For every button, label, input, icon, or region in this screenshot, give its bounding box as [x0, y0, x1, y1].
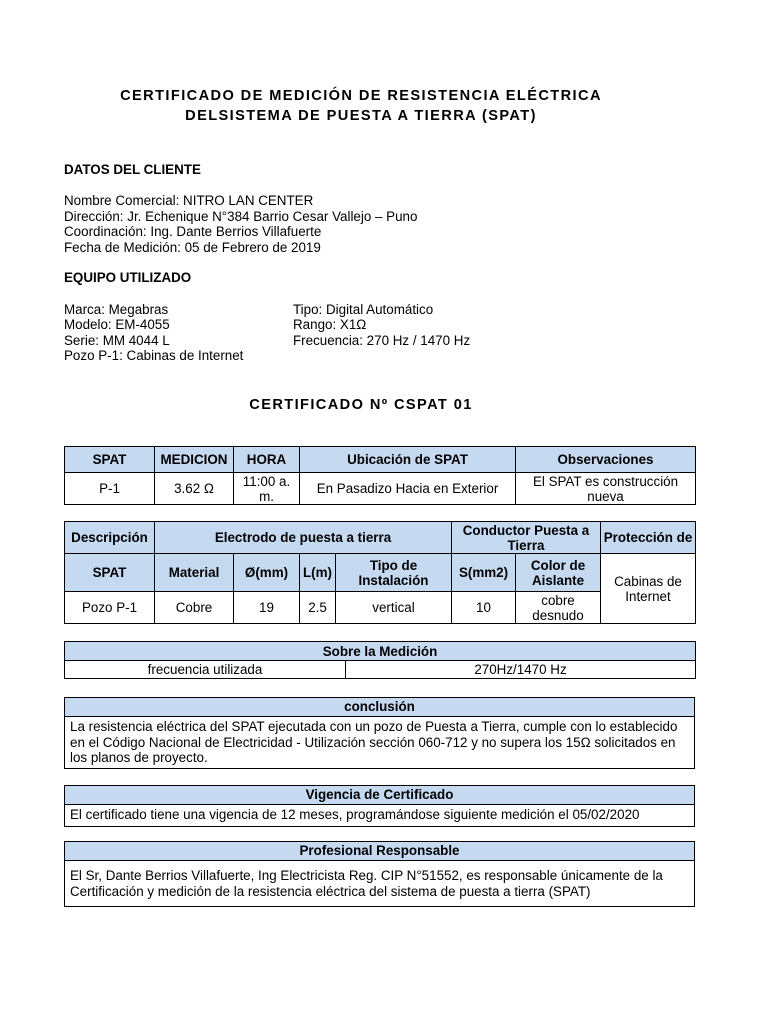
- th-material: Material: [155, 554, 234, 592]
- document-title-line-1: CERTIFICADO DE MEDICIÓN DE RESISTENCIA ELÉCTRICA: [120, 88, 602, 104]
- electrodo-table: [64, 521, 696, 624]
- profesional-heading: Profesional Responsable: [65, 842, 694, 861]
- cell-ubicacion: En Pasadizo Hacia en Exterior: [300, 473, 516, 505]
- vigencia-heading: Vigencia de Certificado: [65, 786, 694, 805]
- conclusion-section: [64, 697, 695, 769]
- sobre-heading: Sobre la Medición: [65, 642, 696, 661]
- equipo-pozo: Pozo P-1: Cabinas de Internet: [64, 348, 244, 363]
- th-medicion: MEDICION: [155, 447, 234, 473]
- cell-spat: P-1: [65, 473, 155, 505]
- cell-proteccion: Cabinas de Internet: [601, 554, 696, 624]
- vigencia-section: [64, 785, 695, 827]
- th-hora: HORA: [234, 447, 300, 473]
- th-seccion: S(mm2): [452, 554, 516, 592]
- th-observaciones: Observaciones: [516, 447, 696, 473]
- th-electrodo: Electrodo de puesta a tierra: [155, 522, 452, 554]
- cliente-coordinacion: Coordinación: Ing. Dante Berrios Villafuerte: [64, 224, 322, 239]
- equipo-modelo: Modelo: EM-4055: [64, 317, 170, 332]
- equipo-marca: Marca: Megabras: [64, 302, 169, 317]
- equipo-serie: Serie: MM 4044 L: [64, 333, 170, 348]
- document-title-line-2: DELSISTEMA DE PUESTA A TIERRA (SPAT): [185, 108, 537, 124]
- cliente-heading: DATOS DEL CLIENTE: [64, 162, 201, 177]
- cell-longitud: 2.5: [300, 592, 336, 624]
- profesional-section: [64, 841, 695, 907]
- certificado-numero: CERTIFICADO Nº CSPAT 01: [249, 397, 473, 413]
- sobre-label: frecuencia utilizada: [65, 661, 346, 679]
- cell-hora: 11:00 a. m.: [234, 473, 300, 505]
- cliente-direccion: Dirección: Jr. Echenique N°384 Barrio Cesar Vallejo – Puno: [64, 209, 418, 224]
- equipo-frecuencia: Frecuencia: 270 Hz / 1470 Hz: [293, 333, 471, 348]
- equipo-heading: EQUIPO UTILIZADO: [64, 270, 192, 285]
- th-tipo-instalacion: Tipo de Instalación: [336, 554, 452, 592]
- th-conductor: Conductor Puesta a Tierra: [452, 522, 601, 554]
- cell-tipo-instalacion: vertical: [336, 592, 452, 624]
- spat-measurement-table: [64, 446, 696, 505]
- th-spat: SPAT: [65, 447, 155, 473]
- equipo-tipo: Tipo: Digital Automático: [293, 302, 434, 317]
- th-ubicacion: Ubicación de SPAT: [300, 447, 516, 473]
- cell-medicion: 3.62 Ω: [155, 473, 234, 505]
- profesional-text: El Sr, Dante Berrios Villafuerte, Ing Electricista Reg. CIP N°51552, es responsable únicamente de la Certificación y medición de la resistencia eléctrica del sistema de puesta a tierra (SPAT): [70, 868, 663, 899]
- sobre-medicion-table: [64, 641, 696, 679]
- conclusion-text: La resistencia eléctrica del SPAT ejecutada con un pozo de Puesta a Tierra, cumple con lo establecido en el Código Nacional de Electricidad - Utilización sección 060-712 y no supera los 15Ω solicitados en los planos de proyecto.: [70, 719, 678, 765]
- vigencia-text: El certificado tiene una vigencia de 12 meses, programándose siguiente medición el 05/02/2020: [70, 807, 640, 822]
- cliente-fecha: Fecha de Medición: 05 de Febrero de 2019: [64, 240, 321, 255]
- equipo-rango: Rango: X1Ω: [293, 317, 367, 332]
- th-color-aislante: Color de Aislante: [516, 554, 601, 592]
- th-spat-2: SPAT: [65, 554, 155, 592]
- th-diametro: Ø(mm): [234, 554, 300, 592]
- th-descripcion: Descripción: [65, 522, 155, 554]
- cell-pozo: Pozo P-1: [65, 592, 155, 624]
- cell-color-aislante: cobre desnudo: [516, 592, 601, 624]
- cell-diametro: 19: [234, 592, 300, 624]
- conclusion-heading: conclusión: [65, 698, 694, 717]
- cell-material: Cobre: [155, 592, 234, 624]
- sobre-value: 270Hz/1470 Hz: [346, 661, 696, 679]
- cell-seccion: 10: [452, 592, 516, 624]
- cell-observaciones: El SPAT es construcción nueva: [516, 473, 696, 505]
- th-proteccion: Protección de: [601, 522, 696, 554]
- cliente-nombre: Nombre Comercial: NITRO LAN CENTER: [64, 193, 314, 208]
- th-longitud: L(m): [300, 554, 336, 592]
